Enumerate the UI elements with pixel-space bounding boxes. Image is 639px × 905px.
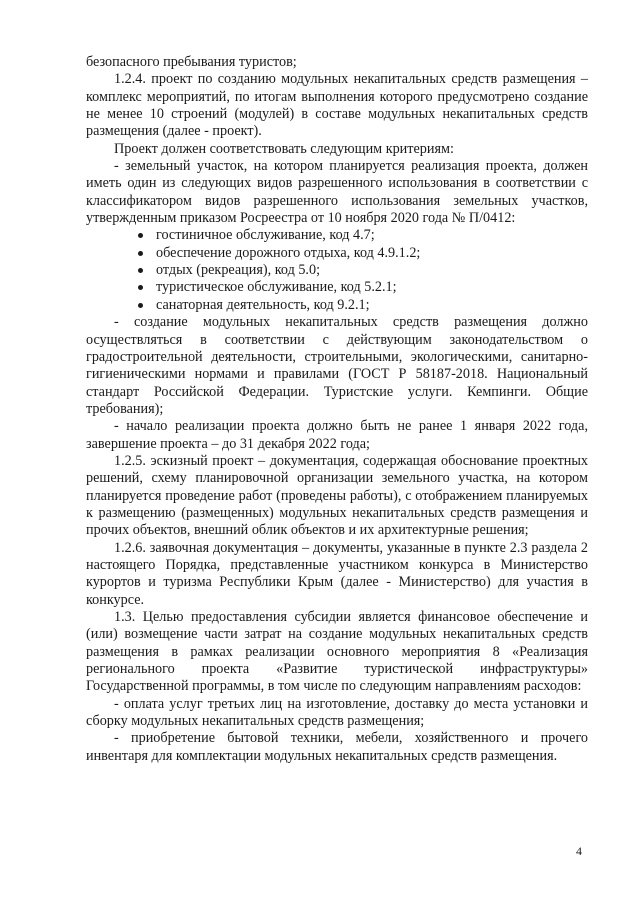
- paragraph: 1.2.5. эскизный проект – документация, содержащая обоснование проектных решений, схему планировочной организации земельного участка, на котором планируется проведение работ (проведены работы), с отображением планируемых к размещению (размещенных) модульных некапитальных средств размещения и прочих объектов, внешний облик объектов и их архитектурные решения;: [86, 452, 588, 539]
- paragraph: - начало реализации проекта должно быть не ранее 1 января 2022 года, завершение проекта – до 31 декабря 2022 года;: [86, 418, 588, 452]
- paragraph: - оплата услуг третьих лиц на изготовление, доставку до места установки и сборку модульных некапитальных средств размещения;: [86, 695, 588, 730]
- paragraph: - создание модульных некапитальных средств размещения должно осуществляться в соответствии с действующим законодательством о градостроительной деятельности, строительными, экологическими, санитарно-гигиеническими нормами и правилами (ГОСТ Р 58187-2018. Национальный стандарт Российской Федерации. Туристские услуги. Кемпинги. Общие требования);: [86, 314, 588, 417]
- bullet-list: [86, 227, 588, 314]
- bullet-item: туристическое обслуживание, код 5.2.1;: [138, 279, 588, 296]
- paragraph: - земельный участок, на котором планируется реализация проекта, должен иметь один из следующих видов разрешенного использования в соответствии с классификатором видов разрешенного использования земельных участков, утвержденным приказом Росреестра от 10 ноября 2020 года № П/0412:: [86, 158, 588, 227]
- paragraph: безопасного пребывания туристов;: [86, 54, 297, 70]
- page-number: 4: [576, 844, 582, 858]
- paragraph: Проект должен соответствовать следующим критериям:: [114, 140, 454, 157]
- document-page: [86, 54, 588, 765]
- paragraph: - приобретение бытовой техники, мебели, хозяйственного и прочего инвентаря для комплектации модульных некапитальных средств размещения.: [86, 730, 588, 764]
- bullet-item: санаторная деятельность, код 9.2.1;: [138, 297, 588, 314]
- paragraph: 1.2.6. заявочная документация – документы, указанные в пункте 2.3 раздела 2 настоящего Порядка, представленные участником конкурса в Министерство курортов и туризма Республики Крым (далее - Министерство) для участия в конкурсе.: [86, 539, 588, 608]
- bullet-item: отдых (рекреация), код 5.0;: [138, 262, 588, 279]
- bullet-item: гостиничное обслуживание, код 4.7;: [138, 227, 588, 244]
- paragraph: 1.3. Целью предоставления субсидии является финансовое обеспечение и (или) возмещение части затрат на создание модульных некапитальных средств размещения в рамках реализации основного мероприятия 8 «Реализация регионального проекта «Развитие туристической инфраструктуры» Государственной программы, в том числе по следующим направлениям расходов:: [86, 609, 588, 695]
- bullet-item: обеспечение дорожного отдыха, код 4.9.1.2;: [138, 245, 588, 262]
- paragraph: 1.2.4. проект по созданию модульных некапитальных средств размещения – комплекс мероприятий, по итогам выполнения которого предусмотрено создание не менее 10 строений (модулей) в составе модульных некапитальных средств размещения (далее - проект).: [86, 71, 588, 140]
